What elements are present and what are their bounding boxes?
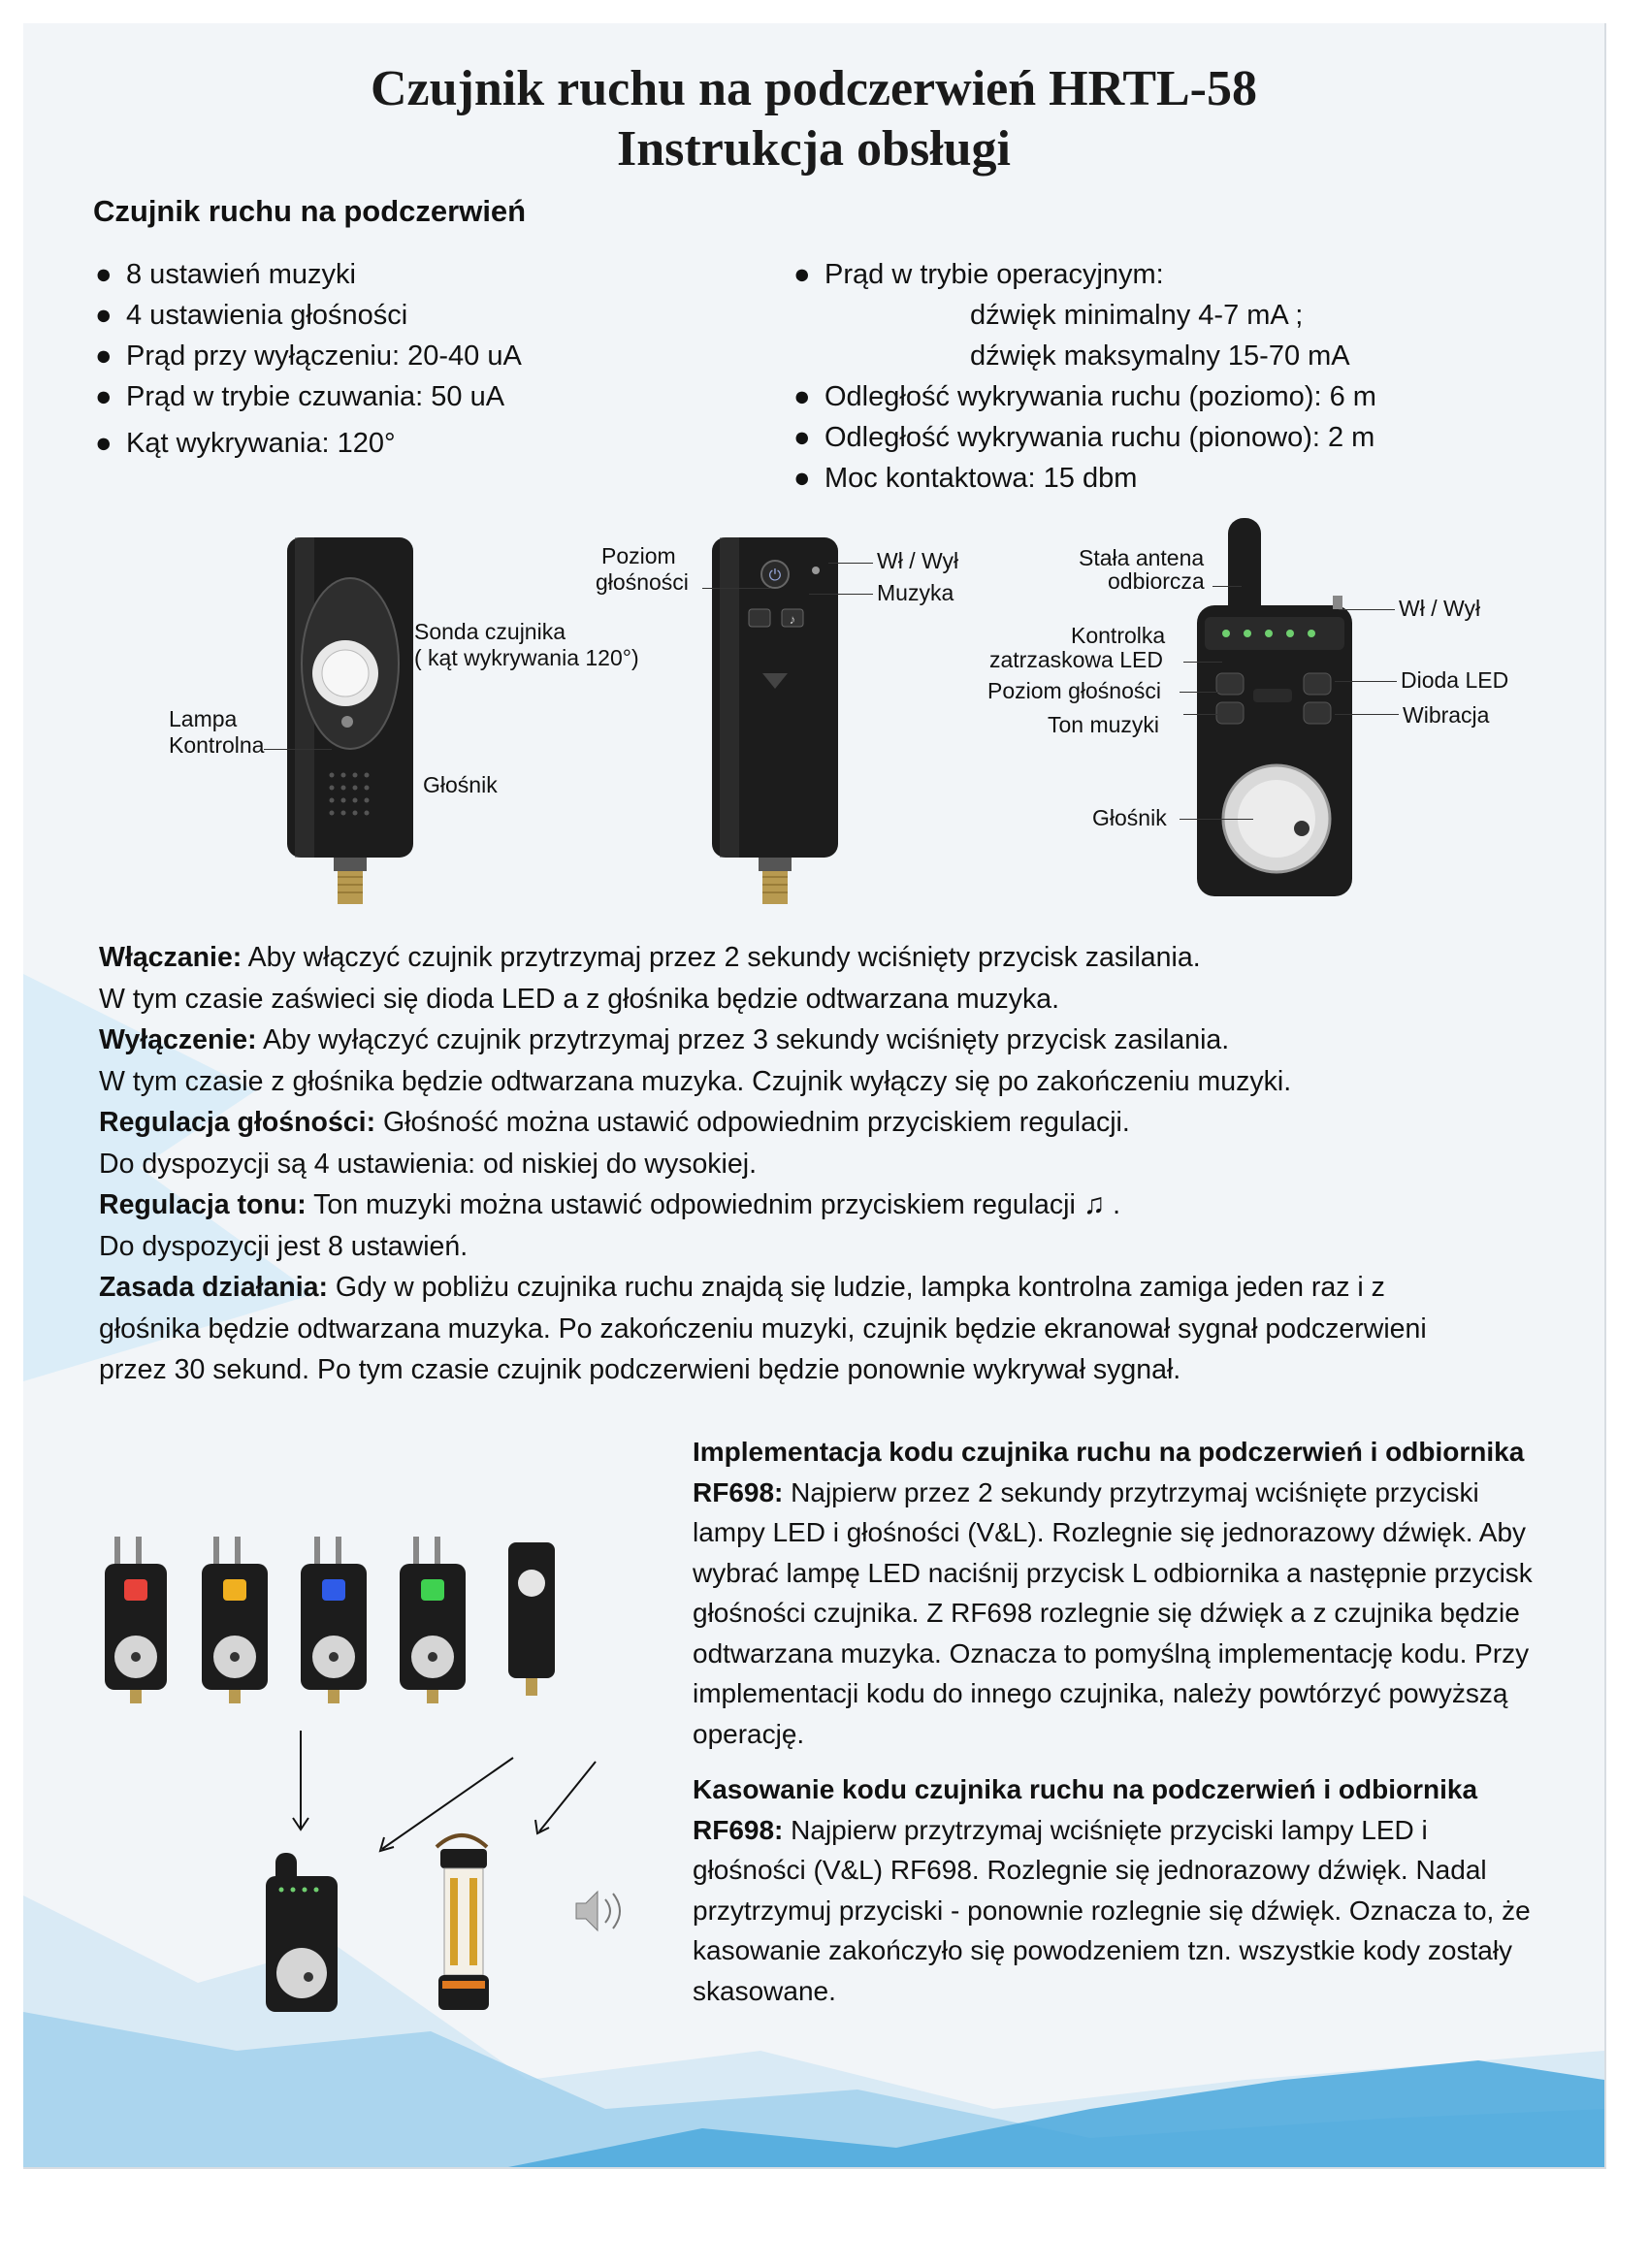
leader-line: [1212, 586, 1242, 587]
instruction-rule: Zasada działania: Gdy w pobliżu czujnika ruchu znajdą się ludzie, lampka kontrolna zamiga jeden raz i z: [99, 1272, 1385, 1303]
pairing-section: [693, 1432, 1546, 2026]
sensor-back-image: [702, 528, 848, 916]
pairing-illustration: [101, 1537, 644, 2080]
list-item: ● Kąt wykrywania: 120°: [95, 428, 396, 459]
leader-line: [828, 563, 873, 564]
pairing-paragraph: Implementacja kodu czujnika ruchu na podczerwień i odbiornika RF698: Najpierw przez 2 sekundy przytrzymaj wciśnięte przyciski lampy LED i głośności (V&L). Rozlegnie się jednorazowy dźwięk. Aby wybrać lampę LED naciśnij przycisk L odbiornika a następnie przycisk głośności czujnika. Z RF698 rozlegnie się dźwięk a z czujnika będzie odtwarzana muzyka. Oznacza to pomyślną implementację kodu. Przy implementacji kodu do innego czujnika, należy powtórzyć powyższą operację.: [693, 1437, 1533, 1749]
leader-line: [1180, 819, 1253, 820]
label-poziom-glosnosci: Poziom głośności: [987, 678, 1161, 703]
label-kontrolna: Kontrolna: [169, 732, 265, 758]
leader-line: [1180, 692, 1228, 693]
receiver-image: [1187, 508, 1381, 906]
list-item: dźwięk minimalny 4-7 mA ;: [970, 300, 1304, 331]
label-antena: Stała antena: [1079, 545, 1205, 570]
bite-alarm-amber: [202, 1537, 268, 1703]
page-subtitle: Instrukcja obsługi: [617, 121, 1011, 177]
label-glosnik-sensor: Głośnik: [423, 772, 498, 797]
list-item: ● Prąd przy wyłączeniu: 20-40 uA: [95, 340, 522, 372]
reset-paragraph: Kasowanie kodu czujnika ruchu na podczerwień i odbiornika RF698: Najpierw przytrzymaj wciśnięte przyciski lampy LED i głośności (V&L) RF698. Rozlegnie się jednorazowy dźwięk. Nadal przytrzymuj przyciski - ponownie rozlegnie się dźwięk. Oznacza to, że kasowanie zakończyło się powodzeniem tzn. wszystkie kody zostały skasowane.: [693, 1774, 1531, 2006]
label-glosnik-receiver: Głośnik: [1092, 805, 1167, 830]
sound-icon: [576, 1892, 620, 1930]
leader-line: [1183, 662, 1222, 663]
bite-alarm-red: [105, 1537, 167, 1703]
spec-list-right: [793, 254, 1376, 499]
receiver-small: [266, 1853, 338, 2012]
label-odbiorcza: odbiorcza: [1108, 568, 1205, 594]
instructions: Włączanie: Aby włączyć czujnik przytrzymaj przez 2 sekundy wciśnięty przycisk zasilania. W tym czasie zaświeci się dioda LED a z głośnika będzie odtwarzana muzyka. Wyłączenie: Aby wyłączyć czujnik przytrzymaj przez 3 sekundy wciśnięty przycisk zasilania. W tym czasie z głośnika będzie odtwarzana muzyka. Czujnik wyłączy się po zakończeniu muzyki. Regulacja głośności: Głośność można ustawić odpowiednim przyciskiem regulacji. Do dyspozycji są 4 ustawienia: od niskiej do wysokiej. Regulacja tonu: Ton muzyki można ustawić odpowiednim przyciskiem regulacji ♫ . Do dyspozycji jest 8 ustawień. Zasada działania: Gdy w pobliżu czujnika ruchu znajdą się ludzie, lampka kontrolna zamiga jeden raz i z głośnika będzie odtwarzana muzyka. Po zakończeniu muzyki, czujnik będzie ekranował sygnał podczerwieni przez 30 sekund. Po tym czasie czujnik podczerwieni będzie ponownie wykrywał sygnał.: [99, 937, 1535, 1391]
leader-line: [702, 588, 770, 589]
music-note-icon: ♫: [1083, 1188, 1106, 1220]
leader-line: [1335, 681, 1397, 682]
instruction-tone: Regulacja tonu: Ton muzyki można ustawić odpowiednim przyciskiem regulacji ♫ .: [99, 1184, 1535, 1226]
sensor-small: [508, 1542, 555, 1696]
label-wl-wyl-sensor: Wł / Wył: [877, 548, 959, 573]
page-title: Czujnik ruchu na podczerwień HRTL-58: [370, 61, 1257, 116]
bite-alarm-blue: [301, 1537, 367, 1703]
label-zatrzaskowa: zatrzaskowa LED: [989, 647, 1163, 672]
leader-line: [1335, 714, 1399, 715]
label-kontrolka: Kontrolka: [1071, 623, 1166, 648]
list-item: ● Odległość wykrywania ruchu (pionowo): 2 m: [793, 422, 1375, 453]
list-item: ● Moc kontaktowa: 15 dbm: [793, 463, 1138, 494]
label-ton: Ton muzyki: [1048, 712, 1160, 737]
label-muzyka: Muzyka: [877, 580, 954, 605]
label-sonda-angle: ( kąt wykrywania 120°): [414, 645, 639, 670]
leader-line: [1183, 714, 1228, 715]
leader-line: [1339, 609, 1395, 610]
bite-alarm-green: [400, 1537, 466, 1703]
reset-heading: Kasowanie kodu czujnika ruchu na podczerwień i odbiornika RF698:: [693, 1774, 1478, 1845]
list-item: ● Prąd w trybie czuwania: 50 uA: [95, 381, 505, 412]
label-dioda: Dioda LED: [1401, 667, 1509, 693]
svg-text:♪: ♪: [789, 612, 796, 627]
list-item: ● 4 ustawienia głośności: [95, 300, 408, 331]
pairing-heading: Implementacja kodu czujnika ruchu na podczerwień i odbiornika RF698:: [693, 1437, 1525, 1507]
leader-line: [809, 594, 873, 595]
svg-text:⏻: ⏻: [768, 567, 782, 584]
label-poziom: Poziom: [601, 543, 676, 568]
label-wl-wyl-receiver: Wł / Wył: [1399, 596, 1481, 621]
sensor-front-image: [277, 528, 423, 916]
label-lampa: Lampa: [169, 706, 238, 731]
list-item: ● 8 ustawień muzyki: [95, 259, 356, 290]
list-item: dźwięk maksymalny 15-70 mA: [970, 340, 1350, 372]
list-item: ● Odległość wykrywania ruchu (poziomo): 6 m: [793, 381, 1376, 412]
spec-list-left: [95, 254, 522, 464]
label-wibracja: Wibracja: [1403, 702, 1490, 728]
leader-line: [264, 749, 332, 750]
spec-heading: Czujnik ruchu na podczerwień: [93, 194, 527, 228]
instruction-on: Włączanie: Aby włączyć czujnik przytrzymaj przez 2 sekundy wciśnięty przycisk zasilania.: [99, 942, 1201, 973]
document-page: [23, 23, 1606, 2169]
list-item: ● Prąd w trybie operacyjnym:: [793, 259, 1164, 290]
instruction-volume: Regulacja głośności: Głośność można ustawić odpowiednim przyciskiem regulacji.: [99, 1107, 1130, 1138]
lantern: [436, 1835, 489, 2010]
label-sonda: Sonda czujnika: [414, 619, 566, 644]
label-glosnosci: głośności: [596, 569, 689, 595]
instruction-off: Wyłączenie: Aby wyłączyć czujnik przytrzymaj przez 3 sekundy wciśnięty przycisk zasilania.: [99, 1024, 1230, 1055]
